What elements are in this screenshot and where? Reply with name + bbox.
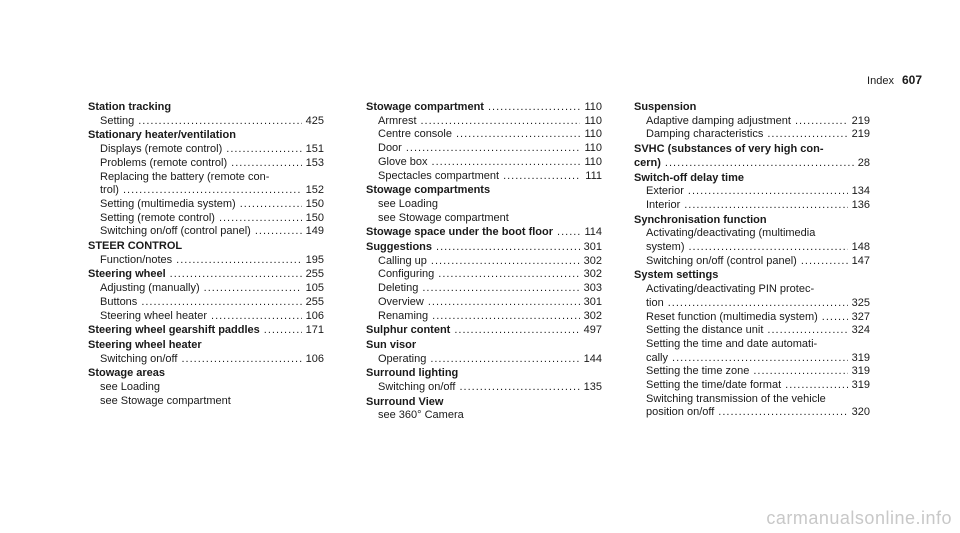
leader-dots bbox=[170, 268, 302, 282]
subentry-text: Interior bbox=[646, 198, 681, 211]
page-ref[interactable]: 106 bbox=[305, 309, 324, 322]
page-ref[interactable]: 255 bbox=[305, 295, 324, 308]
leader-dots bbox=[459, 381, 579, 395]
index-entry bbox=[634, 172, 870, 213]
page-ref[interactable]: 324 bbox=[851, 324, 870, 337]
page-ref[interactable]: 327 bbox=[851, 310, 870, 323]
page-ref[interactable]: 106 bbox=[305, 352, 324, 365]
leader-dots bbox=[767, 324, 847, 338]
index-subentry[interactable] bbox=[88, 254, 324, 268]
page-ref[interactable]: 302 bbox=[583, 268, 602, 281]
leader-dots bbox=[668, 297, 848, 311]
subentry-text: Setting (remote control) bbox=[100, 211, 215, 224]
entry-title-text: Suggestions bbox=[366, 241, 433, 254]
index-column-1 bbox=[88, 101, 324, 409]
index-subentry[interactable] bbox=[88, 184, 324, 198]
page-number: 607 bbox=[901, 73, 922, 87]
entry-title-text: Switch-off delay time bbox=[634, 171, 745, 184]
subentry-text: tion bbox=[646, 296, 664, 309]
leader-dots bbox=[432, 156, 581, 170]
page-ref[interactable]: 144 bbox=[583, 352, 602, 365]
entry-title-text: Stowage areas bbox=[88, 367, 166, 380]
page-ref[interactable]: 319 bbox=[851, 351, 870, 364]
index-subentry[interactable] bbox=[88, 143, 324, 157]
index-entry-title[interactable] bbox=[366, 367, 602, 381]
index-subentry[interactable] bbox=[366, 310, 602, 324]
page-ref[interactable]: 110 bbox=[584, 128, 602, 141]
entry-title-text: Steering wheel bbox=[88, 268, 166, 281]
leader-dots bbox=[665, 157, 854, 171]
index-column-3 bbox=[634, 101, 870, 421]
leader-dots bbox=[226, 143, 301, 157]
entry-title-text: SVHC (substances of very high con- bbox=[634, 143, 824, 156]
leader-dots bbox=[428, 296, 580, 310]
subentry-text: Renaming bbox=[378, 309, 429, 322]
page-ref[interactable]: 301 bbox=[583, 295, 602, 308]
index-subentry[interactable]: see Loading bbox=[100, 381, 160, 394]
index-entry bbox=[88, 268, 324, 323]
subentry-text: Setting the time/date format bbox=[646, 379, 782, 392]
index-subentry[interactable] bbox=[634, 352, 870, 366]
page-ref[interactable]: 497 bbox=[583, 324, 602, 337]
leader-dots bbox=[431, 255, 580, 269]
leader-dots bbox=[718, 406, 847, 420]
index-subentry[interactable] bbox=[634, 297, 870, 311]
index-subentry[interactable]: see Stowage compartment bbox=[100, 394, 231, 407]
entry-title-text: Steering wheel heater bbox=[88, 338, 202, 351]
leader-dots bbox=[689, 241, 848, 255]
subentry-text: Switching on/off bbox=[378, 381, 456, 394]
leader-dots bbox=[688, 185, 848, 199]
index-subentry[interactable]: Activating/deactivating (multimedia bbox=[646, 227, 816, 240]
index-entry-title[interactable] bbox=[366, 324, 602, 338]
page-ref[interactable]: 195 bbox=[305, 253, 324, 266]
leader-dots bbox=[406, 142, 581, 156]
leader-dots bbox=[138, 115, 301, 129]
index-entry-title[interactable] bbox=[88, 324, 324, 338]
page-ref[interactable]: 255 bbox=[305, 268, 324, 281]
leader-dots bbox=[204, 282, 302, 296]
page-ref[interactable]: 319 bbox=[851, 365, 870, 378]
subentry-text: Armrest bbox=[378, 114, 417, 127]
entry-title-text: Sun visor bbox=[366, 338, 417, 351]
leader-dots bbox=[421, 115, 581, 129]
leader-dots bbox=[255, 225, 302, 239]
index-entry-title[interactable] bbox=[366, 396, 602, 410]
subentry-text: position on/off bbox=[646, 406, 715, 419]
page-ref[interactable]: 303 bbox=[583, 282, 602, 295]
subentry-text: Configuring bbox=[378, 268, 435, 281]
leader-dots bbox=[795, 115, 848, 129]
index-entry-title[interactable] bbox=[366, 339, 602, 353]
index-entry-title[interactable] bbox=[88, 129, 324, 143]
index-entry bbox=[88, 101, 324, 128]
subentry-text: Setting the time zone bbox=[646, 365, 750, 378]
index-entry bbox=[366, 367, 602, 394]
subentry-text: system) bbox=[646, 241, 685, 254]
index-label: Index bbox=[867, 75, 894, 87]
page-ref[interactable]: 171 bbox=[305, 324, 324, 337]
index-subentry[interactable] bbox=[634, 365, 870, 379]
leader-dots bbox=[767, 128, 847, 142]
leader-dots bbox=[176, 254, 301, 268]
page-ref[interactable]: 152 bbox=[305, 184, 324, 197]
index-subentry[interactable] bbox=[634, 185, 870, 199]
index-entry-title[interactable] bbox=[88, 240, 324, 254]
entry-title-text: System settings bbox=[634, 269, 719, 282]
subentry-text: Buttons bbox=[100, 295, 138, 308]
index-entry bbox=[366, 339, 602, 366]
index-subentry[interactable] bbox=[88, 353, 324, 367]
subentry-text: Switching on/off (control panel) bbox=[100, 225, 251, 238]
leader-dots bbox=[454, 324, 579, 338]
page-ref[interactable]: 320 bbox=[851, 406, 870, 419]
index-subentry[interactable] bbox=[366, 170, 602, 184]
page-ref[interactable]: 219 bbox=[851, 114, 870, 127]
index-subentry[interactable] bbox=[634, 115, 870, 129]
page-ref[interactable]: 425 bbox=[305, 114, 324, 127]
page-ref[interactable]: 135 bbox=[583, 381, 602, 394]
subentry-text: Door bbox=[378, 142, 402, 155]
index-subentry[interactable] bbox=[88, 198, 324, 212]
page-header bbox=[867, 73, 922, 87]
index-entry-title[interactable] bbox=[634, 101, 870, 115]
leader-dots bbox=[432, 310, 580, 324]
subentry-text: cally bbox=[646, 351, 669, 364]
index-subentry[interactable] bbox=[88, 310, 324, 324]
entry-title-text: Surround lighting bbox=[366, 367, 459, 380]
index-entry bbox=[366, 324, 602, 338]
leader-dots bbox=[264, 324, 302, 338]
subentry-text: Adjusting (manually) bbox=[100, 282, 200, 295]
leader-dots bbox=[240, 198, 302, 212]
entry-title-text: Stowage compartments bbox=[366, 184, 491, 197]
page-ref[interactable]: 111 bbox=[585, 169, 602, 182]
index-subentry[interactable] bbox=[366, 142, 602, 156]
index-subentry[interactable]: see Loading bbox=[378, 197, 438, 210]
page-ref[interactable]: 149 bbox=[305, 225, 324, 238]
index-entry bbox=[366, 396, 602, 423]
page-ref[interactable]: 301 bbox=[583, 241, 602, 254]
entry-title-text: Steering wheel gearshift paddles bbox=[88, 324, 260, 337]
index-entry-title[interactable] bbox=[88, 101, 324, 115]
subentry-text: Setting (multimedia system) bbox=[100, 197, 236, 210]
index-subentry[interactable] bbox=[366, 268, 602, 282]
index-entry-title[interactable] bbox=[366, 184, 602, 198]
subentry-text: Reset function (multimedia system) bbox=[646, 310, 818, 323]
index-entry bbox=[366, 226, 602, 240]
index-subentry[interactable] bbox=[366, 115, 602, 129]
index-entry bbox=[88, 367, 324, 408]
leader-dots bbox=[123, 184, 302, 198]
index-entry-title[interactable] bbox=[366, 241, 602, 255]
index-entry bbox=[88, 240, 324, 267]
index-subentry[interactable] bbox=[88, 225, 324, 239]
page-ref[interactable]: 151 bbox=[305, 143, 324, 156]
leader-dots bbox=[488, 101, 580, 115]
index-subentry[interactable] bbox=[634, 199, 870, 213]
entry-title-text: STEER CONTROL bbox=[88, 240, 183, 253]
index-subentry[interactable] bbox=[88, 212, 324, 226]
index-subentry[interactable] bbox=[88, 115, 324, 129]
index-entry bbox=[88, 324, 324, 338]
page-ref[interactable]: 302 bbox=[583, 309, 602, 322]
leader-dots bbox=[430, 353, 579, 367]
index-subentry[interactable]: Replacing the battery (remote con- bbox=[100, 170, 270, 183]
leader-dots bbox=[436, 241, 580, 255]
page-ref[interactable]: 28 bbox=[857, 156, 870, 169]
entry-title-text: Stowage compartment bbox=[366, 101, 484, 113]
page-ref[interactable]: 105 bbox=[305, 282, 324, 295]
leader-dots bbox=[141, 296, 301, 310]
index-entry bbox=[634, 214, 870, 269]
index-subentry[interactable] bbox=[634, 241, 870, 255]
subentry-text: Adaptive damping adjustment bbox=[646, 114, 791, 127]
subentry-text: Calling up bbox=[378, 254, 427, 267]
leader-dots bbox=[822, 311, 848, 325]
subentry-text: Operating bbox=[378, 352, 427, 365]
watermark-text: carmanualsonline.info bbox=[766, 508, 952, 528]
leader-dots bbox=[231, 157, 301, 171]
subentry-text: Switching on/off bbox=[100, 352, 178, 365]
index-entry bbox=[88, 339, 324, 366]
subentry-text: Setting the distance unit bbox=[646, 324, 764, 337]
entry-title-text: Stationary heater/ventilation bbox=[88, 129, 236, 142]
subentry-text: Problems (remote control) bbox=[100, 156, 228, 169]
index-entry bbox=[634, 101, 870, 142]
index-entry-title[interactable] bbox=[88, 339, 324, 353]
page-ref[interactable]: 153 bbox=[305, 156, 324, 169]
leader-dots bbox=[753, 365, 847, 379]
page-ref[interactable]: 325 bbox=[851, 296, 870, 309]
subentry-text: trol) bbox=[100, 184, 119, 197]
index-entry bbox=[366, 101, 602, 183]
leader-dots bbox=[422, 282, 579, 296]
index-subentry[interactable] bbox=[634, 311, 870, 325]
index-subentry[interactable] bbox=[88, 157, 324, 171]
page-ref[interactable]: 219 bbox=[851, 128, 870, 141]
page-ref[interactable]: 110 bbox=[584, 101, 602, 113]
subentry-text: Displays (remote control) bbox=[100, 143, 223, 156]
index-entry bbox=[366, 184, 602, 225]
subentry-text: Overview bbox=[378, 295, 424, 308]
index-entry-title[interactable] bbox=[634, 157, 870, 171]
index-entry bbox=[634, 143, 870, 157]
index-entry bbox=[366, 241, 602, 323]
index-subentry[interactable] bbox=[366, 282, 602, 296]
leader-dots bbox=[684, 199, 847, 213]
page-ref[interactable]: 148 bbox=[851, 241, 870, 254]
leader-dots bbox=[456, 128, 580, 142]
subentry-text: Centre console bbox=[378, 128, 452, 141]
subentry-text: Glove box bbox=[378, 155, 428, 168]
page-ref[interactable]: 150 bbox=[305, 197, 324, 210]
entry-title-text: Surround View bbox=[366, 395, 444, 408]
index-subentry[interactable] bbox=[366, 381, 602, 395]
index-subentry[interactable]: Activating/deactivating PIN protec- bbox=[646, 283, 815, 296]
index-subentry[interactable] bbox=[634, 255, 870, 269]
subentry-text: Deleting bbox=[378, 282, 419, 295]
index-subentry[interactable]: see 360° Camera bbox=[378, 409, 464, 422]
entry-title-text: Station tracking bbox=[88, 101, 172, 113]
subentry-text: Spectacles compartment bbox=[378, 169, 500, 182]
index-subentry[interactable]: see Stowage compartment bbox=[378, 211, 509, 224]
page-ref[interactable]: 114 bbox=[584, 226, 602, 239]
index-entry bbox=[634, 157, 870, 171]
index-entry-title[interactable] bbox=[634, 143, 870, 157]
index-subentry[interactable] bbox=[366, 156, 602, 170]
index-entry-title[interactable] bbox=[366, 101, 602, 115]
index-entry-title[interactable] bbox=[366, 226, 602, 240]
index-subentry[interactable] bbox=[366, 353, 602, 367]
subentry-text: Damping characteristics bbox=[646, 128, 764, 141]
leader-dots bbox=[557, 226, 580, 240]
leader-dots bbox=[801, 255, 848, 269]
index-subentry[interactable] bbox=[634, 406, 870, 420]
leader-dots bbox=[672, 352, 848, 366]
page-ref[interactable]: 136 bbox=[851, 198, 870, 211]
index-subentry[interactable] bbox=[88, 282, 324, 296]
page-ref[interactable]: 110 bbox=[584, 155, 602, 168]
index-entry bbox=[88, 129, 324, 239]
index-subentry[interactable]: Switching transmission of the vehicle bbox=[646, 392, 826, 405]
index-subentry[interactable] bbox=[634, 379, 870, 393]
leader-dots bbox=[219, 212, 302, 226]
leader-dots bbox=[785, 379, 848, 393]
page-ref[interactable]: 302 bbox=[583, 254, 602, 267]
page-ref[interactable]: 110 bbox=[584, 114, 602, 127]
subentry-text: Function/notes bbox=[100, 253, 173, 266]
index-subentry[interactable] bbox=[366, 296, 602, 310]
leader-dots bbox=[211, 310, 302, 324]
index-subentry[interactable] bbox=[88, 296, 324, 310]
index-subentry[interactable]: Setting the time and date automati- bbox=[646, 337, 818, 350]
index-entry-title[interactable] bbox=[634, 172, 870, 186]
subentry-text: Exterior bbox=[646, 185, 684, 198]
index-subentry[interactable] bbox=[366, 128, 602, 142]
entry-title-text: cern) bbox=[634, 156, 661, 169]
index-subentry[interactable] bbox=[634, 128, 870, 142]
leader-dots bbox=[181, 353, 301, 367]
subentry-text: Switching on/off (control panel) bbox=[646, 254, 797, 267]
page-ref[interactable]: 134 bbox=[851, 185, 870, 198]
index-subentry[interactable] bbox=[366, 255, 602, 269]
entry-title-text: Sulphur content bbox=[366, 324, 451, 337]
subentry-text: Steering wheel heater bbox=[100, 309, 208, 322]
index-entry-title[interactable] bbox=[88, 268, 324, 282]
entry-title-text: Suspension bbox=[634, 101, 697, 113]
page-ref[interactable]: 150 bbox=[305, 211, 324, 224]
index-entry bbox=[634, 269, 870, 420]
index-subentry[interactable] bbox=[634, 324, 870, 338]
page-ref[interactable]: 110 bbox=[584, 142, 602, 155]
index-entry-title[interactable] bbox=[88, 367, 324, 381]
index-entry-title[interactable] bbox=[634, 214, 870, 228]
page-ref[interactable]: 147 bbox=[851, 254, 870, 267]
page-ref[interactable]: 319 bbox=[851, 379, 870, 392]
entry-title-text: Stowage space under the boot floor bbox=[366, 226, 554, 239]
leader-dots bbox=[503, 170, 581, 184]
entry-title-text: Synchronisation function bbox=[634, 213, 767, 226]
index-column-2 bbox=[366, 101, 602, 424]
leader-dots bbox=[438, 268, 579, 282]
index-entry-title[interactable] bbox=[634, 269, 870, 283]
subentry-text: Setting bbox=[100, 114, 135, 127]
